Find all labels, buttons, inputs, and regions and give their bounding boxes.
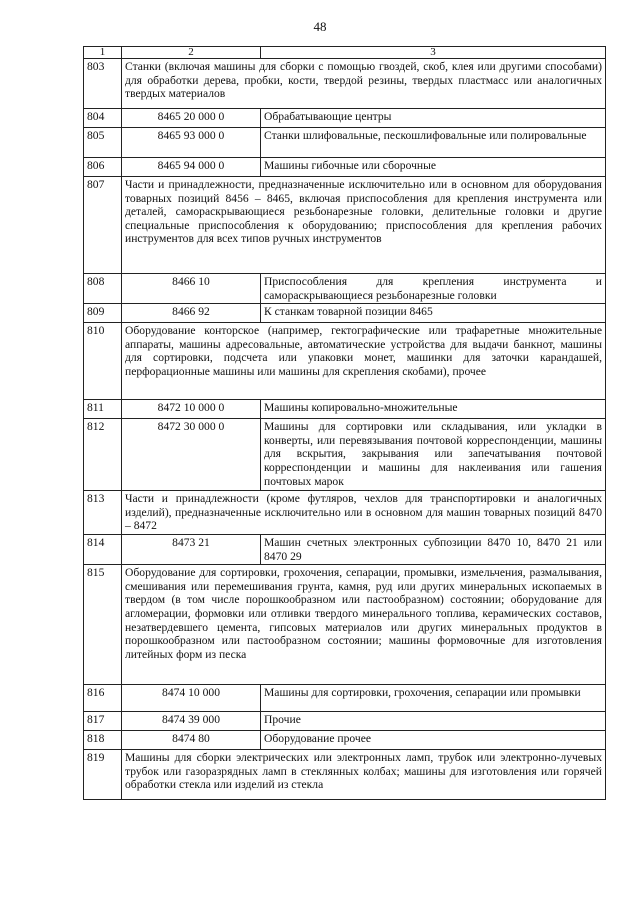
- table-row: [84, 109, 606, 128]
- row-description: Оборудование конторское (например, гектографические или трафаретные множительные аппараты, машины адресовальные, автоматические устройства для выдачи банкнот, машины для сортировки, подсчета или упаковки монет, машинки для заточки карандашей, перфорационные машины или машины для скрепления скобами), прочее: [122, 323, 606, 400]
- row-description: Части и принадлежности (кроме футляров, чехлов для транспортировки и аналогичных изделий), предназначенные исключительно или в основном для машин товарных позиций 8470 – 8472: [122, 491, 606, 535]
- row-description: Оборудование для сортировки, грохочения, сепарации, промывки, измельчения, размалывания, смешивания или перемешивания грунта, камня, руд или других минеральных ископаемых в твердом (в том числе порошкообразном или пастообразном) состоянии; оборудование для агломерации, формовки или отливки твердого минерального топлива, керамических составов, незатвердевшего цемента, гипсовых материалов или других минеральных продуктов в порошкообразном или пастообразном состоянии; машины формовочные для изготовления литейных форм из песка: [122, 565, 606, 685]
- row-number: 819: [84, 750, 122, 800]
- row-code: 8465 94 000 0: [122, 158, 261, 177]
- table-row: [84, 158, 606, 177]
- table-row: [84, 274, 606, 304]
- row-number: 805: [84, 128, 122, 158]
- table-row: [84, 712, 606, 731]
- row-number: 817: [84, 712, 122, 731]
- classification-table: [83, 46, 606, 800]
- row-number: 810: [84, 323, 122, 400]
- row-number: 816: [84, 685, 122, 712]
- table-row: [84, 128, 606, 158]
- row-number: 808: [84, 274, 122, 304]
- row-description: Машины для сортировки, грохочения, сепарации или промывки: [261, 685, 606, 712]
- row-code: 8466 10: [122, 274, 261, 304]
- row-number: 806: [84, 158, 122, 177]
- row-code: 8472 10 000 0: [122, 400, 261, 419]
- row-number: 809: [84, 304, 122, 323]
- row-description: Станки шлифовальные, пескошлифовальные или полировальные: [261, 128, 606, 158]
- row-description: Машины для сортировки или складывания, или укладки в конверты, или перевязывания почтовой корреспонденции, машины для вскрытия, закрывания или запечатывания почтовой корреспонденции и машины для наклеивания или гашения почтовых марок: [261, 419, 606, 491]
- row-description: Машины гибочные или сборочные: [261, 158, 606, 177]
- table-row: [84, 323, 606, 400]
- row-description: Машины копировально-множительные: [261, 400, 606, 419]
- row-description: К станкам товарной позиции 8465: [261, 304, 606, 323]
- header-cell-1: 1: [84, 47, 122, 59]
- table-row: [84, 750, 606, 800]
- table-row: [84, 304, 606, 323]
- row-description: Машин счетных электронных субпозиции 8470 10, 8470 21 или 8470 29: [261, 534, 606, 564]
- row-number: 812: [84, 419, 122, 491]
- row-description: Приспособления для крепления инструмента и самораскрывающиеся резьбонарезные головки: [261, 274, 606, 304]
- row-description: Части и принадлежности, предназначенные исключительно или в основном для оборудования товарных позиций 8456 – 8465, включая приспособления для крепления инструмента или деталей, самораскрывающиеся резьбонарезные головки, делительные головки и другие специальные приспособления к оборудованию; приспособления для крепления рабочих инструментов для всех типов ручных инструментов: [122, 177, 606, 274]
- row-code: 8474 80: [122, 731, 261, 750]
- row-code: 8465 20 000 0: [122, 109, 261, 128]
- table-row: [84, 491, 606, 535]
- row-number: 803: [84, 59, 122, 109]
- table-row: [84, 419, 606, 491]
- header-cell-3: 3: [261, 47, 606, 59]
- row-description: Обрабатывающие центры: [261, 109, 606, 128]
- table-row: [84, 731, 606, 750]
- row-number: 815: [84, 565, 122, 685]
- table-row: [84, 534, 606, 564]
- row-code: 8466 92: [122, 304, 261, 323]
- table-header-row: [84, 47, 606, 59]
- page-number: 48: [313, 19, 327, 34]
- table-row: [84, 400, 606, 419]
- row-code: 8472 30 000 0: [122, 419, 261, 491]
- table-row: [84, 565, 606, 685]
- row-description: Прочие: [261, 712, 606, 731]
- row-code: 8465 93 000 0: [122, 128, 261, 158]
- row-number: 811: [84, 400, 122, 419]
- row-description: Оборудование прочее: [261, 731, 606, 750]
- row-description: Машины для сборки электрических или электронных ламп, трубок или электронно-лучевых трубок или газоразрядных ламп в стеклянных колбах; машины для изготовления или горячей обработки стекла или изделий из стекла: [122, 750, 606, 800]
- table-row: [84, 685, 606, 712]
- row-code: 8473 21: [122, 534, 261, 564]
- row-number: 807: [84, 177, 122, 274]
- header-cell-2: 2: [122, 47, 261, 59]
- table-row: [84, 177, 606, 274]
- row-number: 813: [84, 491, 122, 535]
- table-row: [84, 59, 606, 109]
- row-code: 8474 39 000: [122, 712, 261, 731]
- row-number: 804: [84, 109, 122, 128]
- row-number: 814: [84, 534, 122, 564]
- row-code: 8474 10 000: [122, 685, 261, 712]
- row-number: 818: [84, 731, 122, 750]
- row-description: Станки (включая машины для сборки с помощью гвоздей, скоб, клея или другими способами) для обработки дерева, пробки, кости, твердой резины, твердых пластмасс или аналогичных твердых материалов: [122, 59, 606, 109]
